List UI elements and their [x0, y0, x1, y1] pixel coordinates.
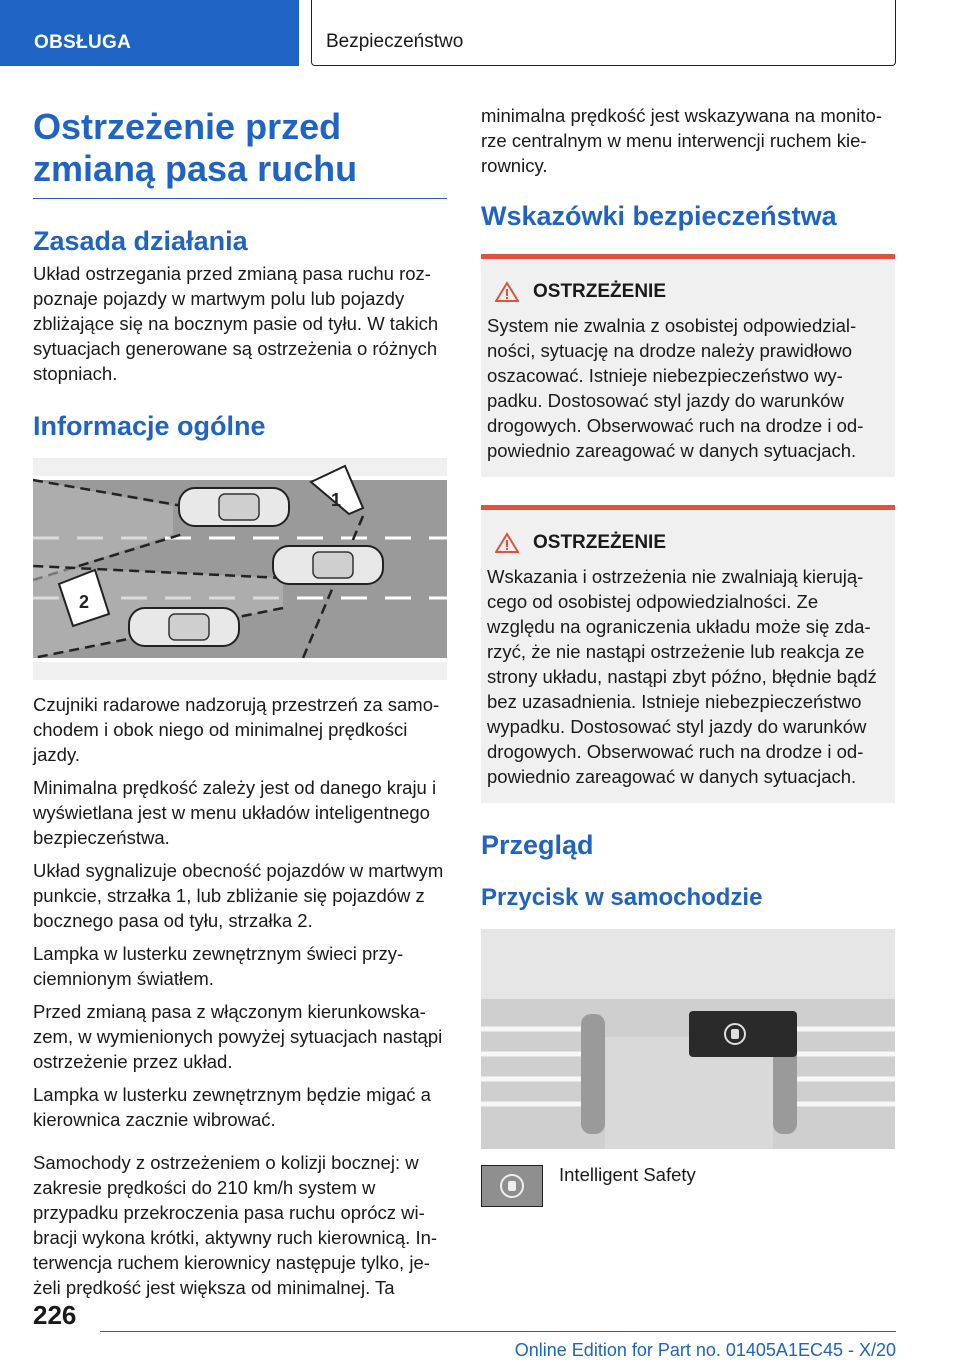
paragraph-2: Minimalna prędkość zależy jest od danego kraju i wyświetlana jest w menu układów inteligentnego bezpieczeństwa. — [33, 777, 437, 848]
heading-principle: Zasada działania — [33, 226, 248, 256]
button-label: Intelligent Safety — [559, 1164, 696, 1185]
paragraph-4: Lampka w lusterku zewnętrznym świeci przyciemnionym światłem. — [33, 943, 404, 989]
section-tab — [0, 0, 299, 66]
button-legend — [481, 1165, 895, 1207]
warning-text-1: System nie zwalnia z osobistej odpowiedzialności, sytuację na drodze należy prawidłowo oszacować. Istnieje niebezpieczeństwo wypadku. Dostosować styl jazdy do warunków drogowych. Obserwować ruch na drodze i odpowiednio zareagować w danych sytuacjach. — [487, 315, 864, 461]
paragraph-continued: minimalna prędkość jest wskazywana na monitorze centralnym w menu interwencji ruchem kierownicy. — [481, 105, 883, 176]
warning-title-2: OSTRZEŻENIE — [533, 532, 667, 553]
warning-text-2: Wskazania i ostrzeżenia nie zwalniają kierującego od osobistej odpowiedzialności. Ze względu na ograniczenia układu może się zdarzyć, że nie nastąpi ostrzeżenie lub reakcja ze strony układu, nastąpi zbyt późno, błędnie bądź bez uzasadnienia. Istnieje niebezpieczeństwo wypadku. Dostosować styl jazdy do warunków drogowych. Obserwować ruch na drodze i odpowiednio zareagować w danych sytuacjach. — [487, 566, 877, 787]
warning-box-2 — [481, 505, 895, 803]
arrow-1-label: 1 — [331, 490, 342, 510]
chapter-label: Bezpieczeństwo — [326, 31, 464, 52]
footer-divider — [100, 1331, 896, 1332]
chapter-tab — [311, 0, 896, 66]
paragraph-3: Układ sygnalizuje obecność pojazdów w martwym punkcie, strzałka 1, lub zbliżanie się pojazdów z bocznego pasa od tyłu, strzałka 2. — [33, 860, 444, 931]
arrow-2-label: 2 — [79, 592, 90, 612]
road-diagram — [33, 458, 447, 680]
heading-safety: Wskazówki bezpieczeństwa — [481, 201, 837, 231]
left-column — [33, 100, 447, 1300]
paragraph-principle: Układ ostrzegania przed zmianą pasa ruchu rozpoznaje pojazdy w martwym polu lub pojazdy zbliżające się na bocznym pasie od tyłu. W takich sytuacjach generowane są ostrzeżenia o różnych stopniach. — [33, 263, 439, 384]
paragraph-7: Samochody z ostrzeżeniem o kolizji bocznej: w zakresie prędkości do 210 km/h system w przypadku przekroczenia pasa ruchu oprócz wibracji wykona krótki, aktywny ruch kierownicą. Interwencja ruchem kierownicy następuje tylko, jeżeli prędkość jest większa od minimalnej. Ta — [33, 1152, 438, 1298]
paragraph-5: Przed zmianą pasa z włączonym kierunkowskazem, w wymienionych powyżej sytuacjach nastąpi ostrzeżenie przez układ. — [33, 1001, 443, 1072]
page-title: Ostrzeżenie przed zmianą pasa ruchu — [33, 106, 447, 199]
heading-button: Przycisk w samochodzie — [481, 884, 763, 911]
section-label: OBSŁUGA — [34, 32, 132, 53]
warning-title-1: OSTRZEŻENIE — [533, 281, 667, 302]
page-number: 226 — [33, 1300, 77, 1330]
heading-general: Informacje ogólne — [33, 411, 266, 441]
heading-overview: Przegląd — [481, 830, 594, 860]
intelligent-safety-button-icon — [481, 1165, 543, 1207]
edition-note: Online Edition for Part no. 01405A1EC45 - X/20 — [514, 1340, 896, 1360]
warning-triangle-icon — [495, 532, 519, 554]
right-column — [481, 103, 895, 1207]
warning-triangle-icon — [495, 281, 519, 303]
button-photo — [481, 929, 895, 1149]
warning-box-1 — [481, 254, 895, 477]
dashboard-vents-illustration — [481, 929, 895, 1149]
paragraph-1: Czujniki radarowe nadzorują przestrzeń za samochodem i obok niego od minimalnej prędkości jazdy. — [33, 694, 440, 765]
paragraph-6: Lampka w lusterku zewnętrznym będzie migać a kierownica zacznie wibrować. — [33, 1084, 431, 1130]
safety-car-icon — [499, 1173, 525, 1199]
blind-spot-illustration — [33, 458, 447, 680]
